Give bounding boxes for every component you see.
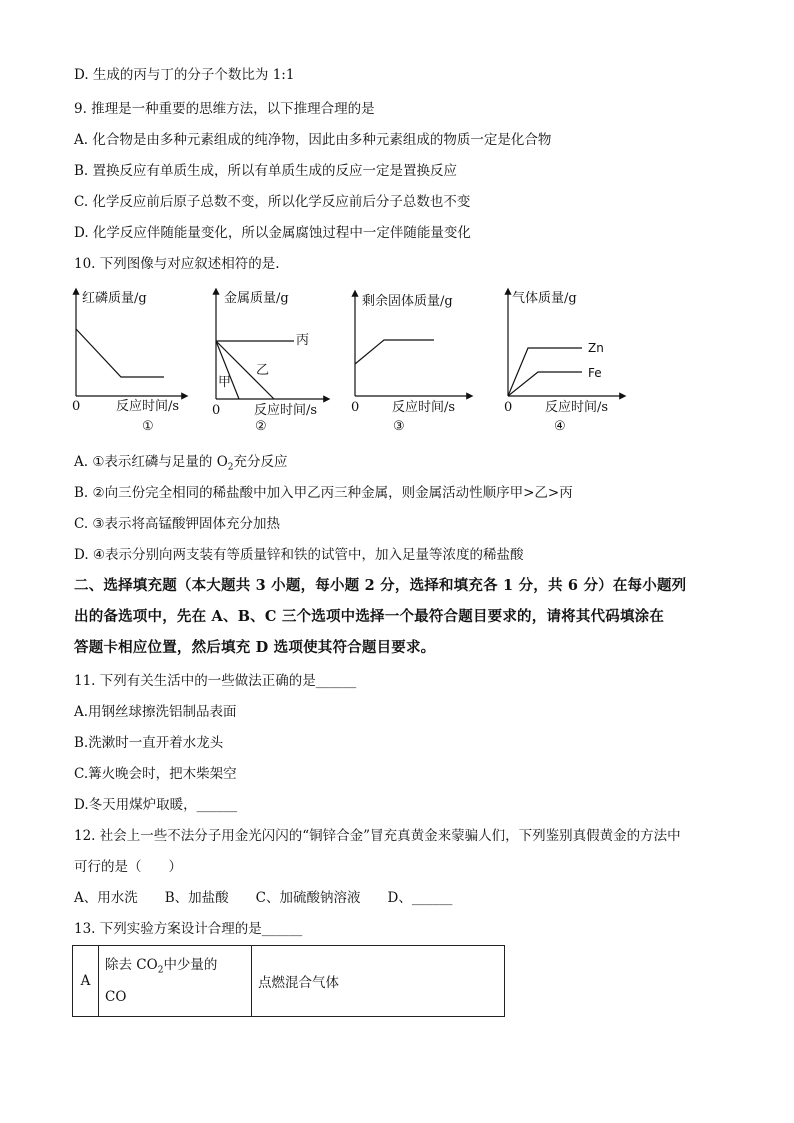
- graph-2-label-jia: 甲: [218, 375, 232, 390]
- graph-2: [212, 290, 328, 434]
- graph-4-label-fe: Fe: [588, 366, 602, 380]
- q13-goal-sub: 2: [157, 965, 164, 976]
- q13-goal-line2: CO: [105, 988, 127, 1005]
- q12-line1: 12. 社会上一些不法分子用金光闪闪的“铜锌合金”冒充真黄金来蒙骗人们，下列鉴别真假黄金的方法中: [74, 828, 681, 844]
- q13-row-letter: A: [73, 946, 99, 1017]
- graph-1-xlabel: 反应时间/s: [116, 399, 180, 414]
- section2-line2: 出的备选项中，先在 A、B、C 三个选项中选择一个最符合题目要求的，请将其代码填涂在: [74, 608, 665, 625]
- graph-4-origin: 0: [504, 400, 513, 415]
- q12-line2: 可行的是（ ）: [74, 859, 182, 875]
- q11-option-c: C.篝火晚会时，把木柴架空: [74, 766, 237, 782]
- graph-2-num: ②: [255, 419, 267, 434]
- q9-stem: 9. 推理是一种重要的思维方法，以下推理合理的是: [74, 101, 375, 117]
- q13-row-method: 点燃混合气体: [252, 946, 505, 1017]
- q8-option-d: D. 生成的丙与丁的分子个数比为 1:1: [74, 67, 295, 83]
- q10-option-a-post: 充分反应: [233, 454, 288, 470]
- q13-stem: 13. 下列实验方案设计合理的是______: [74, 921, 303, 937]
- graph-3-num: ③: [393, 419, 405, 434]
- graph-3-origin: 0: [351, 400, 360, 415]
- graph-1-origin: 0: [72, 399, 81, 414]
- graph-4-num: ④: [554, 419, 566, 434]
- section2-line1: 二、选择填充题（本大题共 3 小题，每小题 2 分，选择和填充各 1 分，共 6 分）在每小题列: [74, 577, 687, 594]
- graph-4: [504, 290, 624, 434]
- graph-2-origin: 0: [212, 403, 221, 418]
- graphs-svg: [66, 284, 646, 434]
- graph-2-label-bing: 丙: [296, 333, 310, 348]
- graph-1-num: ①: [142, 419, 154, 434]
- graph-4-xlabel: 反应时间/s: [545, 400, 609, 415]
- q10-option-a-sub: 2: [227, 462, 234, 473]
- q10-option-c: C. ③表示将高锰酸钾固体充分加热: [74, 516, 281, 532]
- graph-1: [72, 290, 186, 434]
- q9-option-b: B. 置换反应有单质生成，所以有单质生成的反应一定是置换反应: [74, 163, 458, 179]
- section2-line3: 答题卡相应位置，然后填充 D 选项使其符合题目要求。: [74, 639, 436, 656]
- q9-option-c: C. 化学反应前后原子总数不变，所以化学反应前后分子总数也不变: [74, 194, 471, 210]
- q10-option-a: [74, 453, 288, 477]
- q11-option-d: D.冬天用煤炉取暖，______: [74, 797, 238, 813]
- graph-4-label-zn: Zn: [588, 341, 604, 355]
- table-row: [73, 946, 505, 1017]
- graph-3-ylabel: 剩余固体质量/g: [362, 294, 453, 309]
- q9-option-a: A. 化合物是由多种元素组成的纯净物，因此由多种元素组成的物质一定是化合物: [74, 132, 552, 148]
- graph-1-ylabel: 红磷质量/g: [82, 291, 147, 306]
- q13-table: [72, 945, 505, 1017]
- graph-2-xlabel: 反应时间/s: [254, 403, 318, 418]
- graph-4-ylabel: 气体质量/g: [512, 291, 577, 306]
- q9-option-d: D. 化学反应伴随能量变化，所以金属腐蚀过程中一定伴随能量变化: [74, 225, 471, 241]
- graph-3-curve: [355, 340, 434, 364]
- q10-option-d: D. ④表示分别向两支装有等质量锌和铁的试管中，加入足量等浓度的稀盐酸: [74, 547, 524, 563]
- graph-2-curve-jia: [216, 341, 239, 399]
- graph-2-label-yi: 乙: [256, 363, 270, 378]
- q11-option-b: B.洗漱时一直开着水龙头: [74, 735, 224, 751]
- q13-goal-post: 中少量的: [163, 957, 218, 974]
- q10-stem: 10. 下列图像与对应叙述相符的是.: [74, 256, 280, 272]
- q10-option-b: B. ②向三份完全相同的稀盐酸中加入甲乙丙三种金属，则金属活动性顺序甲>乙>丙: [74, 485, 573, 501]
- graph-1-curve: [76, 329, 164, 377]
- graph-3: [351, 292, 471, 434]
- q10-option-a-pre: A. ①表示红磷与足量的 O: [74, 454, 228, 470]
- q13-goal-pre: 除去 CO: [105, 957, 158, 974]
- q11-stem: 11. 下列有关生活中的一些做法正确的是______: [74, 673, 357, 689]
- q11-option-a: A.用钢丝球擦洗铝制品表面: [74, 704, 237, 720]
- q13-row-goal: [99, 946, 252, 1017]
- graph-3-xlabel: 反应时间/s: [392, 400, 456, 415]
- q12-options: A、用水洗 B、加盐酸 C、加硫酸钠溶液 D、______: [74, 890, 453, 906]
- graph-2-ylabel: 金属质量/g: [224, 291, 289, 306]
- q10-graphs: [66, 284, 646, 434]
- graph-4-curve-fe: [508, 372, 582, 396]
